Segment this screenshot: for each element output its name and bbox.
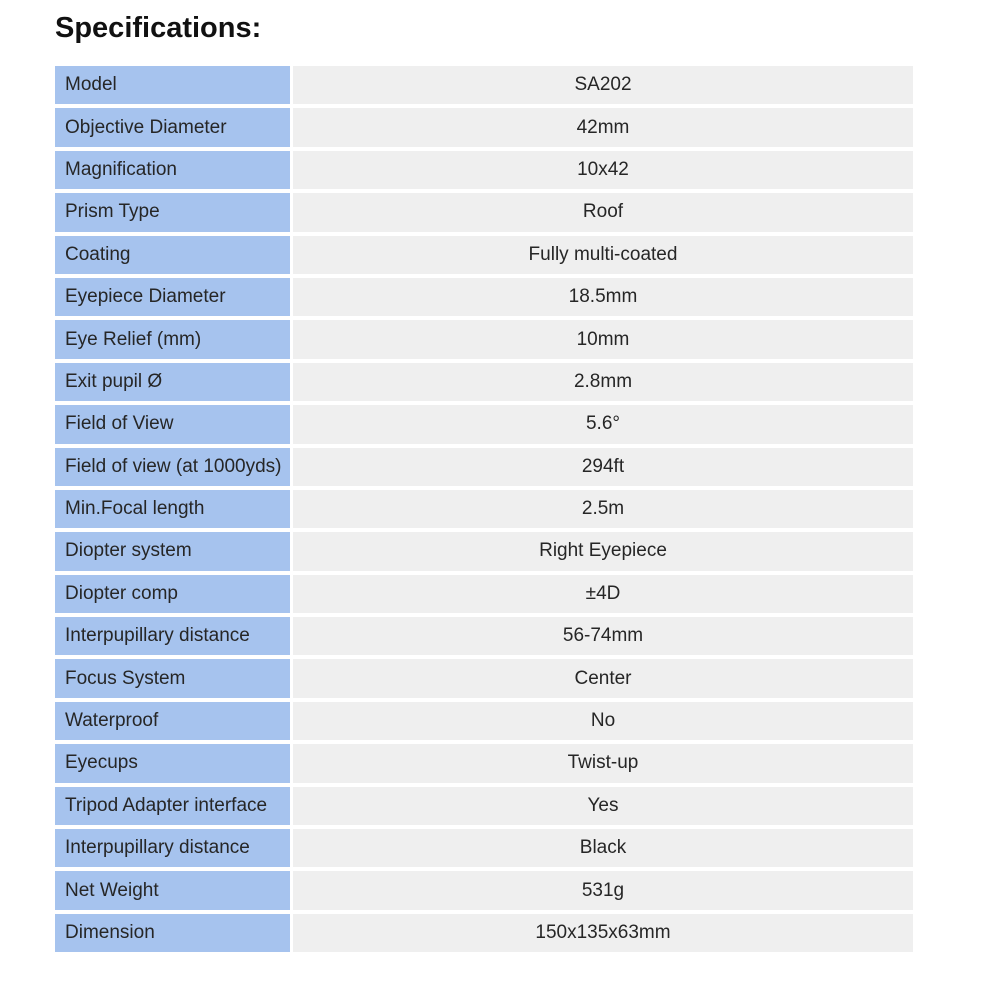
spec-value: 531g bbox=[293, 871, 913, 913]
spec-row bbox=[55, 617, 913, 659]
spec-label: Diopter system bbox=[55, 532, 290, 574]
spec-value: 10x42 bbox=[293, 151, 913, 193]
spec-row bbox=[55, 405, 913, 447]
spec-label: Magnification bbox=[55, 151, 290, 193]
spec-label: Coating bbox=[55, 236, 290, 278]
spec-value: ±4D bbox=[293, 575, 913, 617]
spec-label: Objective Diameter bbox=[55, 108, 290, 150]
spec-row bbox=[55, 236, 913, 278]
specifications-table-body bbox=[55, 66, 913, 956]
spec-row bbox=[55, 320, 913, 362]
spec-label: Min.Focal length bbox=[55, 490, 290, 532]
spec-row bbox=[55, 532, 913, 574]
spec-value: SA202 bbox=[293, 66, 913, 108]
spec-label: Field of View bbox=[55, 405, 290, 447]
spec-label: Eye Relief (mm) bbox=[55, 320, 290, 362]
spec-label: Diopter comp bbox=[55, 575, 290, 617]
spec-row bbox=[55, 744, 913, 786]
spec-value: 2.8mm bbox=[293, 363, 913, 405]
spec-label: Model bbox=[55, 66, 290, 108]
spec-value: Black bbox=[293, 829, 913, 871]
spec-label: Field of view (at 1000yds) bbox=[55, 448, 290, 490]
spec-row bbox=[55, 66, 913, 108]
spec-value: Twist-up bbox=[293, 744, 913, 786]
spec-value: 2.5m bbox=[293, 490, 913, 532]
spec-row bbox=[55, 108, 913, 150]
spec-value: Yes bbox=[293, 787, 913, 829]
spec-value: 10mm bbox=[293, 320, 913, 362]
spec-row bbox=[55, 829, 913, 871]
spec-label: Eyecups bbox=[55, 744, 290, 786]
spec-row bbox=[55, 575, 913, 617]
spec-row bbox=[55, 787, 913, 829]
spec-value: 294ft bbox=[293, 448, 913, 490]
spec-value: Right Eyepiece bbox=[293, 532, 913, 574]
spec-label: Interpupillary distance bbox=[55, 617, 290, 659]
spec-row bbox=[55, 363, 913, 405]
spec-label: Tripod Adapter interface bbox=[55, 787, 290, 829]
spec-value: 42mm bbox=[293, 108, 913, 150]
spec-row bbox=[55, 659, 913, 701]
spec-row bbox=[55, 490, 913, 532]
spec-row bbox=[55, 871, 913, 913]
spec-label: Eyepiece Diameter bbox=[55, 278, 290, 320]
spec-value: No bbox=[293, 702, 913, 744]
spec-value: Center bbox=[293, 659, 913, 701]
spec-row bbox=[55, 151, 913, 193]
spec-value: 5.6° bbox=[293, 405, 913, 447]
page-title: Specifications: bbox=[55, 12, 262, 44]
spec-label: Dimension bbox=[55, 914, 290, 956]
spec-label: Waterproof bbox=[55, 702, 290, 744]
spec-label: Exit pupil Ø bbox=[55, 363, 290, 405]
spec-label: Focus System bbox=[55, 659, 290, 701]
spec-value: Roof bbox=[293, 193, 913, 235]
spec-row bbox=[55, 914, 913, 956]
spec-label: Net Weight bbox=[55, 871, 290, 913]
spec-label: Interpupillary distance bbox=[55, 829, 290, 871]
spec-label: Prism Type bbox=[55, 193, 290, 235]
spec-row bbox=[55, 448, 913, 490]
spec-row bbox=[55, 193, 913, 235]
spec-value: 150x135x63mm bbox=[293, 914, 913, 956]
spec-row bbox=[55, 278, 913, 320]
spec-value: 56-74mm bbox=[293, 617, 913, 659]
spec-value: Fully multi-coated bbox=[293, 236, 913, 278]
specifications-table bbox=[55, 66, 913, 956]
spec-value: 18.5mm bbox=[293, 278, 913, 320]
spec-row bbox=[55, 702, 913, 744]
